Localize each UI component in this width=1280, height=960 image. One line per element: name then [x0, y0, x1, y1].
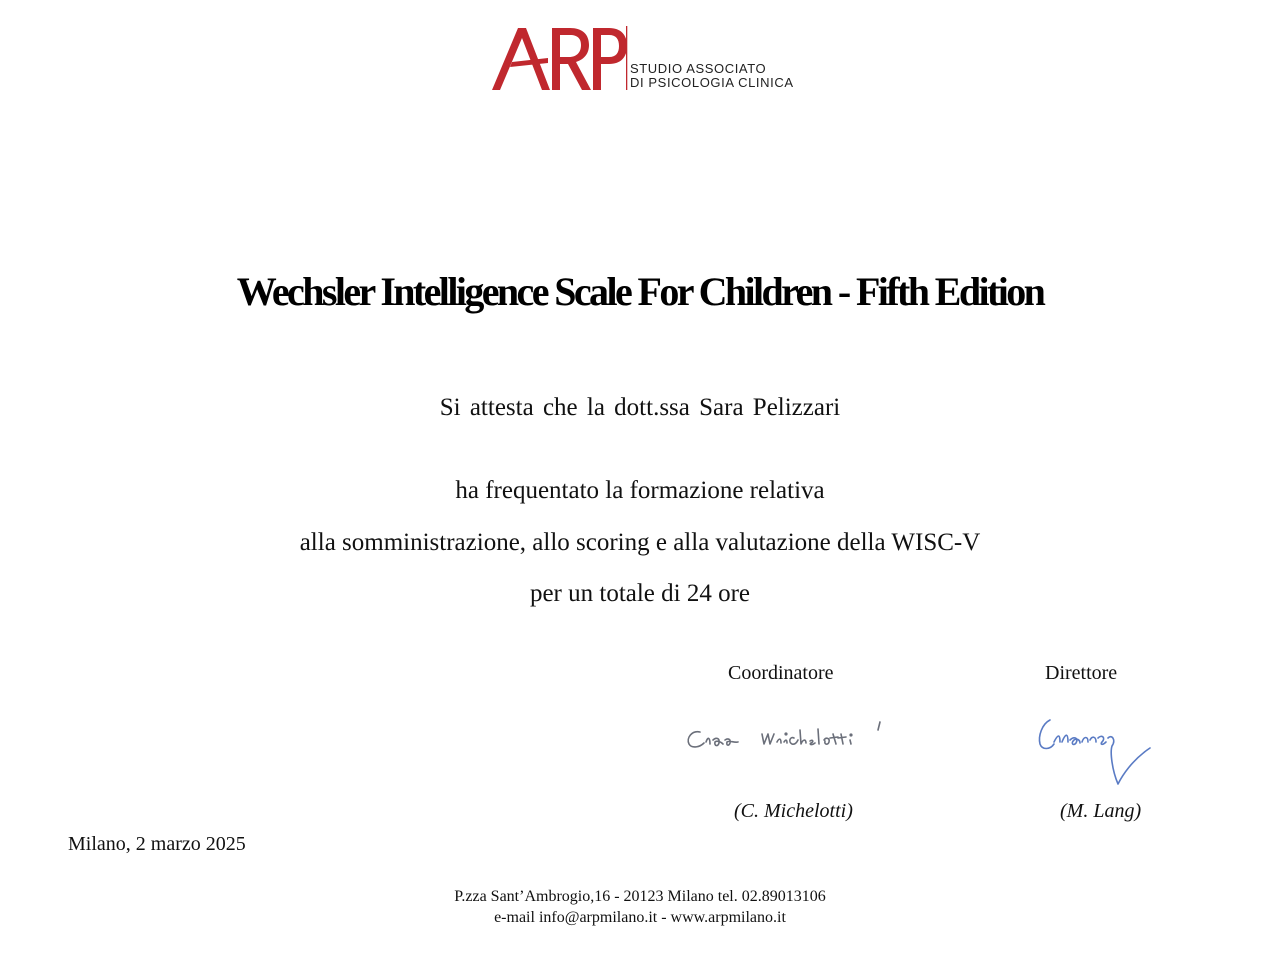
certificate-title: Wechsler Intelligence Scale For Children - Fifth Edition — [236, 269, 1044, 314]
logo-subtitle-line2: DI PSICOLOGIA CLINICA — [630, 75, 794, 90]
footer-contact: e-mail info@arpmilano.it - www.arpmilano.it — [494, 909, 786, 926]
director-signature — [1032, 712, 1160, 794]
logo-subtitle — [630, 62, 794, 90]
body-line-3: per un totale di 24 ore — [529, 580, 751, 607]
body-line-2: alla somministrazione, allo scoring e alla valutazione della WISC-V — [299, 529, 981, 556]
director-role: Direttore — [1045, 662, 1118, 684]
body-line-1: ha frequentato la formazione relativa — [455, 477, 825, 504]
director-name: (M. Lang) — [1060, 800, 1142, 822]
footer — [0, 886, 1280, 928]
footer-address: P.zza Sant’Ambrogio,16 - 20123 Milano tel. 02.89013106 — [454, 888, 826, 905]
arp-logo-mark — [490, 22, 630, 94]
coordinator-name: (C. Michelotti) — [734, 800, 853, 822]
place-date: Milano, 2 marzo 2025 — [68, 833, 246, 855]
coordinator-role: Coordinatore — [728, 662, 834, 684]
arp-logo — [490, 22, 800, 94]
logo-subtitle-line1: STUDIO ASSOCIATO — [630, 61, 767, 76]
coordinator-signature — [680, 712, 890, 762]
attestation-line: Si attesta che la dott.ssa Sara Pelizzari — [439, 394, 841, 421]
